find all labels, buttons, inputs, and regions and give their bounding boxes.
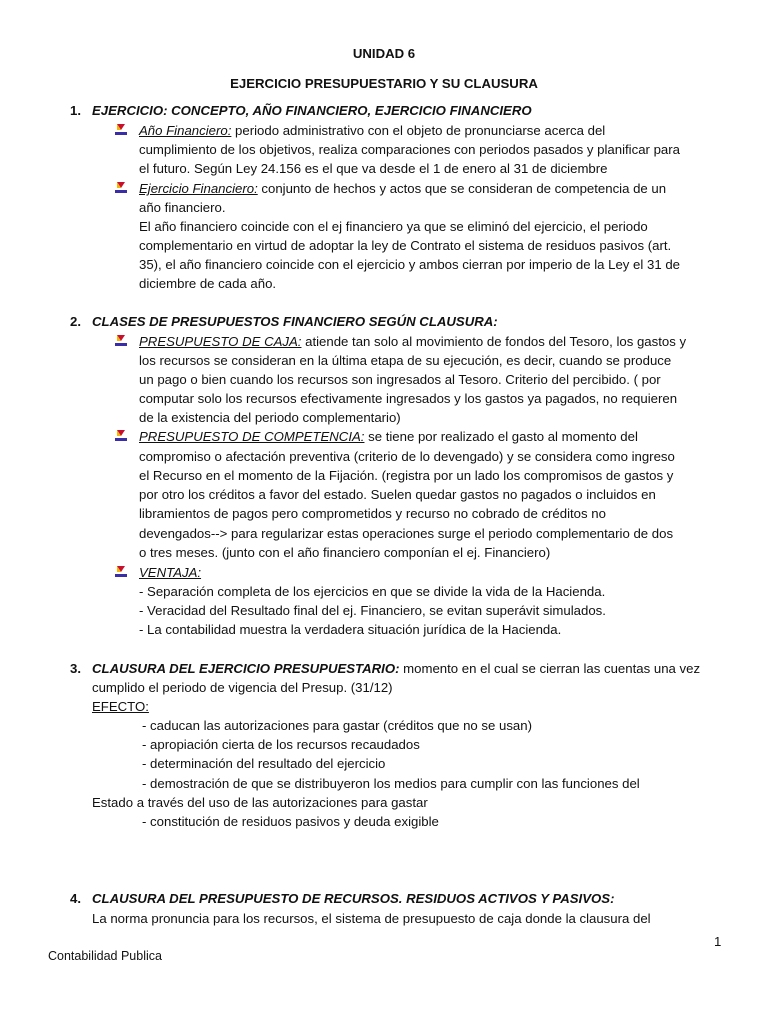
section-1-heading (70, 101, 532, 120)
section-number: 4. (70, 891, 81, 906)
text-line: diciembre de cada año. (139, 276, 277, 291)
text-span: conjunto de hechos y actos que se consideran de competencia de un (257, 181, 667, 196)
text-line: - constitución de residuos pasivos y deuda exigible (142, 814, 439, 829)
text-span: se tiene por realizado el gasto al momento del (364, 429, 638, 444)
text-line (139, 179, 666, 198)
text-line: - Separación completa de los ejercicios en que se divide la vida de la Hacienda. (139, 584, 606, 599)
text-line: - demostración de que se distribuyeron los medios para cumplir con las funciones del (142, 776, 640, 791)
term-ventaja: VENTAJA: (139, 565, 202, 580)
text-line: - caducan las autorizaciones para gastar (créditos que no se usan) (142, 718, 532, 733)
text-line: año financiero. (139, 200, 226, 215)
section-title: CLAUSURA DEL EJERCICIO PRESUPUESTARIO: (92, 661, 400, 676)
arrow-bullet-icon (114, 123, 130, 139)
text-line: computar solo los recursos efectivamente ingresados y los gastos ya pagados, no requieren (139, 391, 678, 406)
text-line (139, 563, 201, 582)
text-line: complementario en virtud de adoptar la ley de Contrato el sistema de residuos pasivos (art. (139, 238, 672, 253)
term-presupuesto-de-competencia: PRESUPUESTO DE COMPETENCIA: (139, 429, 365, 444)
arrow-bullet-icon (114, 565, 130, 581)
text-line: de la existencia del periodo complementario) (139, 410, 401, 425)
text-line: cumplido el periodo de vigencia del Presup. (31/12) (92, 680, 393, 695)
arrow-bullet-icon (114, 429, 130, 445)
text-span: momento en el cual se cierran las cuentas una vez (399, 661, 701, 676)
term-ejercicio-financiero: Ejercicio Financiero: (139, 181, 258, 196)
section-number: 3. (70, 661, 81, 676)
text-line: compromiso o afectación preventiva (criterio de lo devengado) y se considera como ingreso (139, 449, 675, 464)
text-line: libramientos de pagos pero comprometidos y recurso no cobrado de créditos no (139, 506, 606, 521)
document-title: EJERCICIO PRESUPUESTARIO Y SU CLAUSURA (230, 76, 538, 91)
text-line: - La contabilidad muestra la verdadera situación jurídica de la Hacienda. (139, 622, 562, 637)
text-line: el futuro. Según Ley 24.156 es el que va desde el 1 de enero al 31 de diciembre (139, 161, 608, 176)
section-number: 1. (70, 103, 81, 118)
arrow-bullet-icon (114, 334, 130, 350)
section-number: 2. (70, 314, 81, 329)
text-line: o tres meses. (junto con el año financiero componían el ej. Financiero) (139, 545, 551, 560)
section-title: CLASES DE PRESUPUESTOS FINANCIERO SEGÚN CLAUSURA: (92, 314, 498, 329)
text-line: El año financiero coincide con el ej financiero ya que se eliminó del ejercicio, el periodo (139, 219, 648, 234)
text-line: - apropiación cierta de los recursos recaudados (142, 737, 420, 752)
text-line: 35), el año financiero coincide con el ejercicio y ambos cierran por imperio de la Ley el 31 de (139, 257, 680, 272)
text-line: cumplimiento de los objetivos, realiza comparaciones con periodos pasados y planificar para (139, 142, 680, 157)
footer-label: Contabilidad Publica (48, 949, 162, 963)
text-line: - determinación del resultado del ejercicio (142, 756, 386, 771)
text-line: devengados--> para regularizar estas operaciones surge el periodo complementario de dos (139, 526, 674, 541)
unit-title: UNIDAD 6 (352, 46, 416, 61)
text-line: un pago o bien cuando los recursos son ingresados al Tesoro. Criterio del percibido. ( por (139, 372, 661, 387)
text-line: los recursos se consideran en la última etapa de su ejecución, es decir, cuando se produce (139, 353, 672, 368)
arrow-bullet-icon (114, 181, 130, 197)
text-line (139, 332, 686, 351)
text-span: periodo administrativo con el objeto de pronunciarse acerca del (231, 123, 606, 138)
section-4-heading (70, 889, 614, 908)
page-number: 1 (714, 934, 722, 949)
text-line: por otro los créditos a favor del estado. Suelen quedar gastos no pagados o incluidos en (139, 487, 656, 502)
section-2-heading (70, 312, 498, 331)
text-line: el Recurso en el momento de la Fijación. (registra por un lado los compromisos de gastos y (139, 468, 674, 483)
text-line: - Veracidad del Resultado final del ej. Financiero, se evitan superávit simulados. (139, 603, 606, 618)
text-line (139, 121, 605, 140)
section-3-heading (70, 659, 700, 678)
term-ano-financiero: Año Financiero: (139, 123, 232, 138)
section-title: CLAUSURA DEL PRESUPUESTO DE RECURSOS. RESIDUOS ACTIVOS Y PASIVOS: (92, 891, 615, 906)
text-span: atiende tan solo al movimiento de fondos del Tesoro, los gastos y (301, 334, 687, 349)
text-line (139, 427, 638, 446)
section-title: EJERCICIO: CONCEPTO, AÑO FINANCIERO, EJERCICIO FINANCIERO (92, 103, 532, 118)
efecto-label: EFECTO: (92, 699, 149, 714)
term-presupuesto-de-caja: PRESUPUESTO DE CAJA: (139, 334, 302, 349)
text-line: La norma pronuncia para los recursos, el sistema de presupuesto de caja donde la clausura del (92, 911, 651, 926)
text-line: Estado a través del uso de las autorizaciones para gastar (92, 795, 428, 810)
